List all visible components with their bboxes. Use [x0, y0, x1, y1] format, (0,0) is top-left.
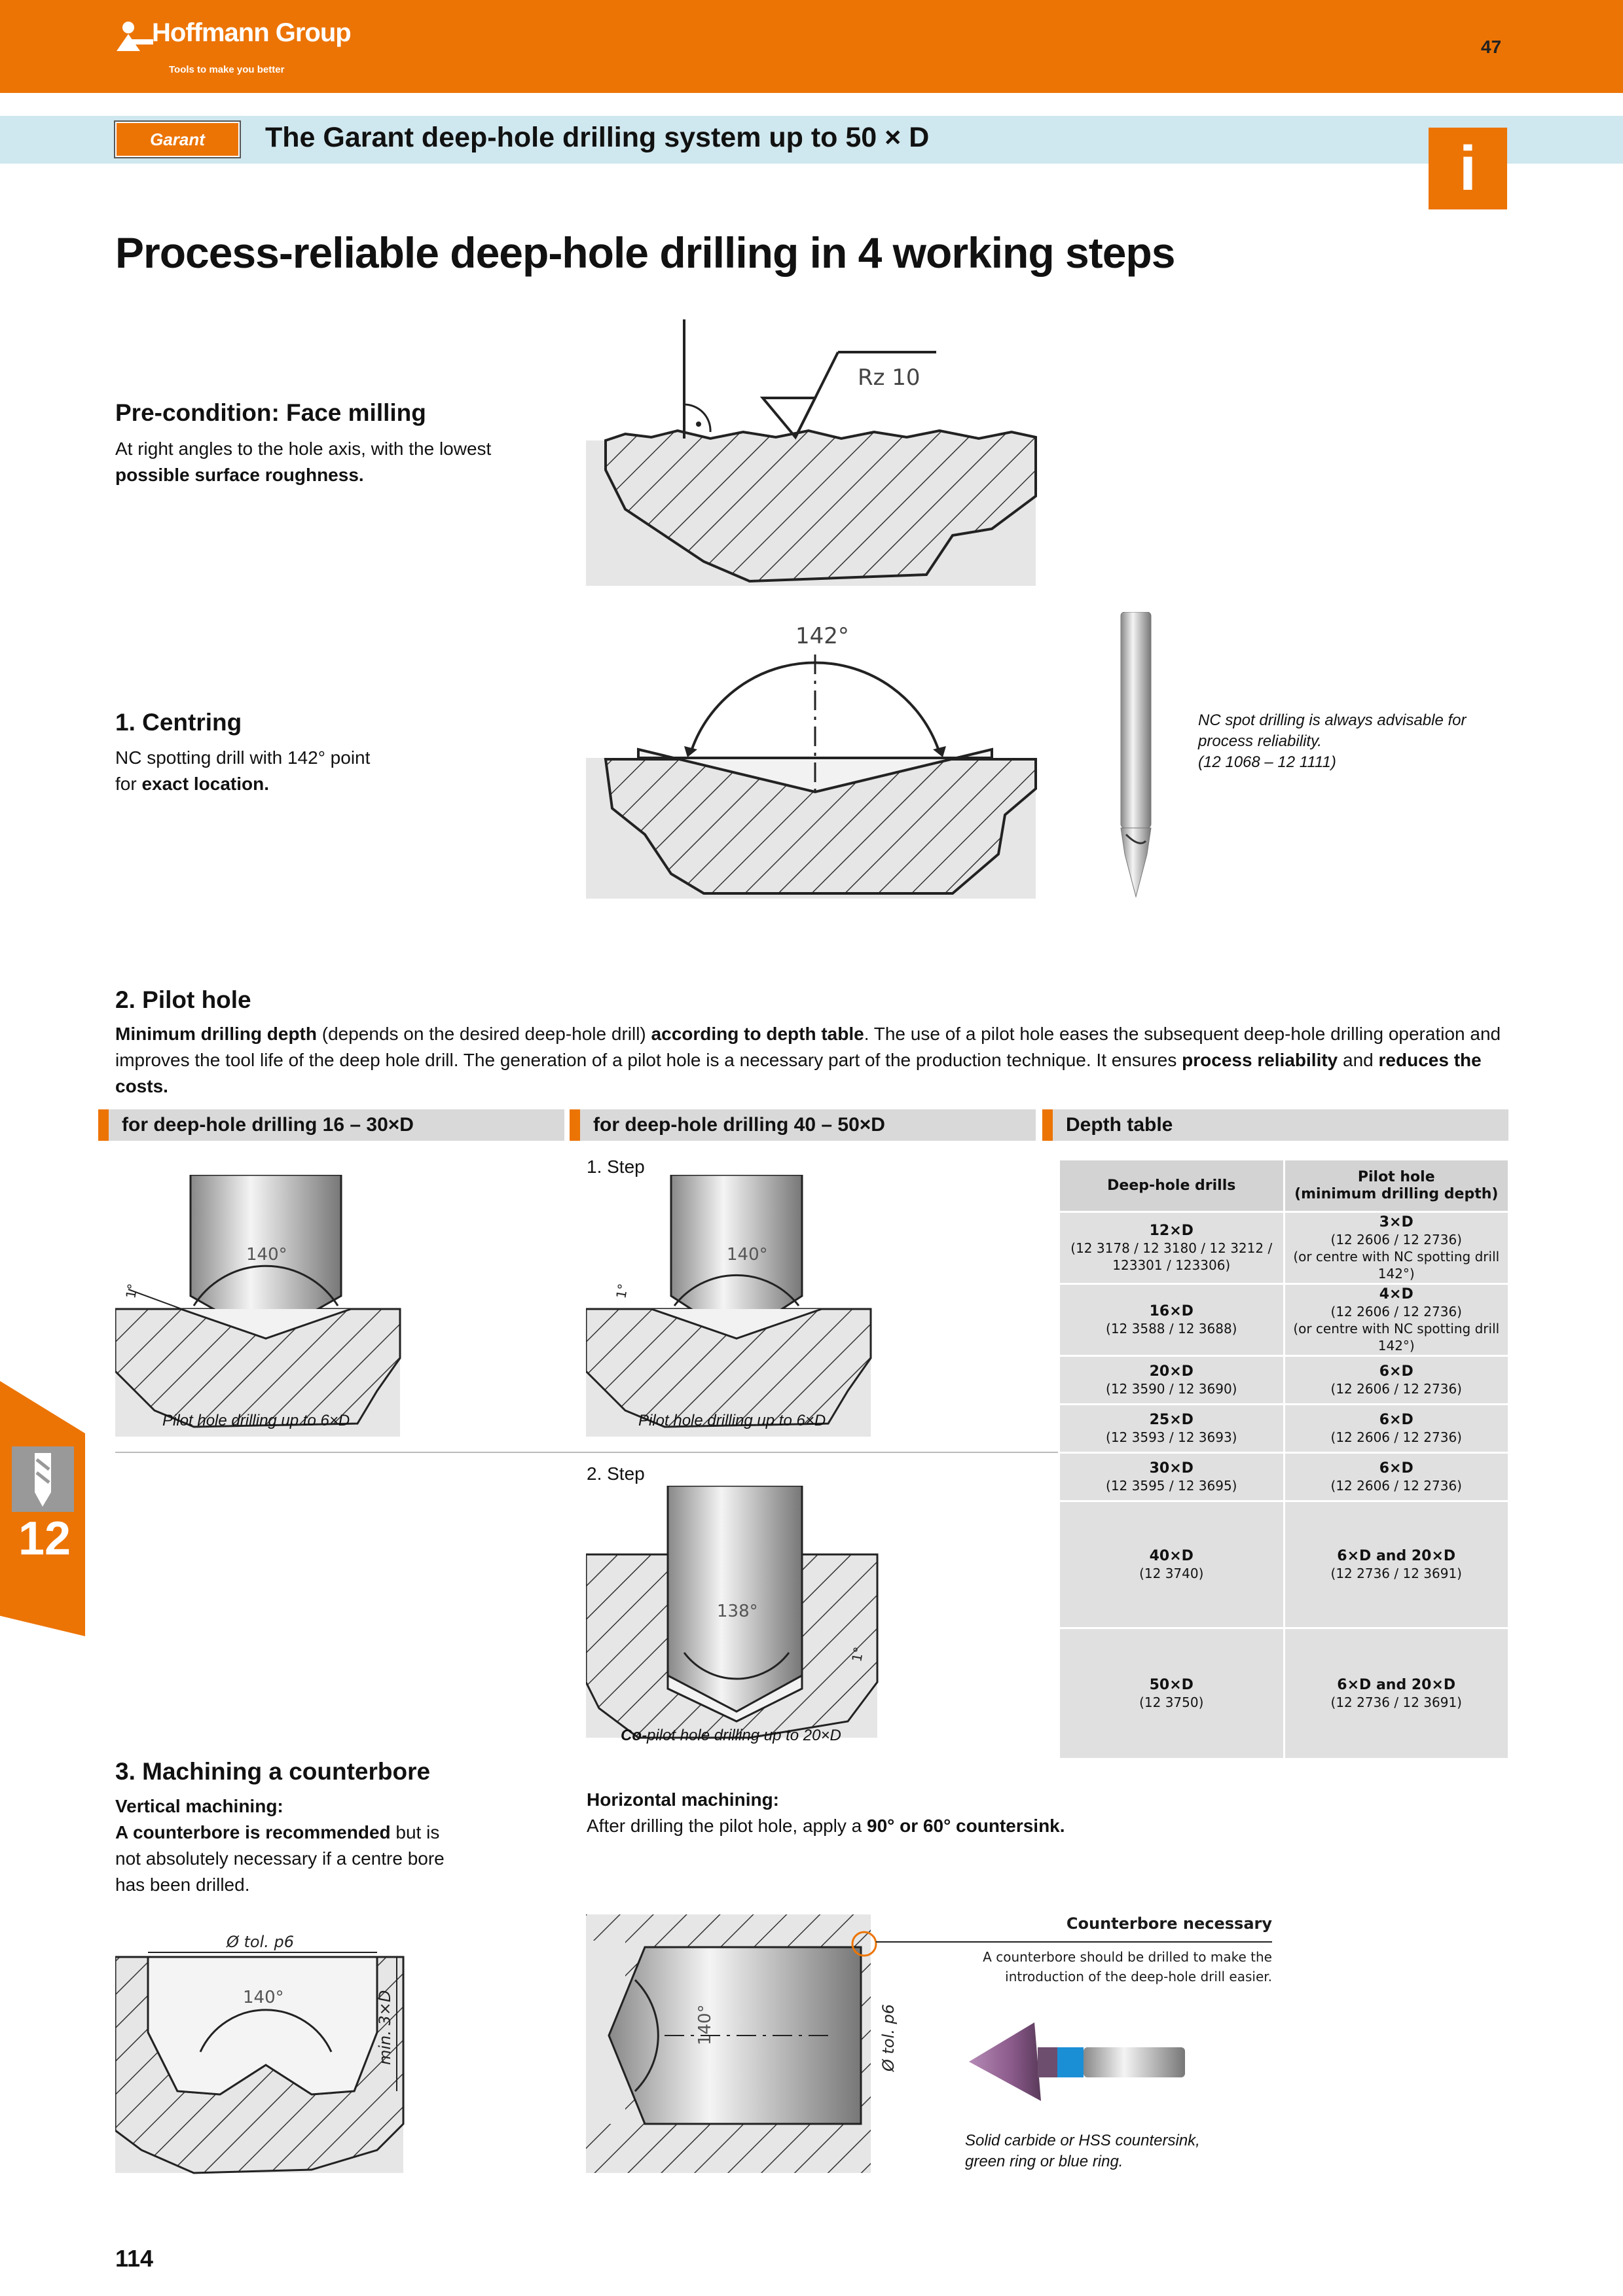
pilot-heading: 2. Pilot hole: [115, 986, 251, 1013]
vertical-angle-label: 140°: [243, 1988, 284, 2007]
page-number-top: 47: [1481, 37, 1502, 57]
centring-note: NC spot drilling is always advisable for process reliability. (12 1068 – 12 1111): [1198, 711, 1467, 771]
step2-1deg: 1°: [848, 1645, 867, 1663]
precondition-heading: Pre-condition: Face milling: [115, 399, 426, 426]
depth-table-row: 30×D (12 3595 / 12 3695) 6×D (12 2606 / 12 2736): [1059, 1453, 1509, 1501]
horizontal-machining-text: Horizontal machining: After drilling the pilot hole, apply a 90° or 60° countersink.: [587, 1789, 1065, 1836]
garant-badge: Garant: [115, 122, 240, 157]
page-number-bottom: 114: [115, 2245, 154, 2272]
precondition-text: At right angles to the hole axis, with the lowest possible surface roughness.: [115, 439, 492, 485]
pilot-left-caption: Pilot hole drilling up to 6×D: [162, 1412, 350, 1429]
depth-table: [1058, 1158, 1510, 1760]
horizontal-counterbore-diagram: [586, 1914, 900, 2176]
centring-text: NC spotting drill with 142° point for exact location.: [115, 747, 371, 794]
brand-name: Hoffmann Group: [152, 18, 351, 47]
callout-line: [876, 1941, 1272, 1943]
pilot-left-1deg: 1°: [122, 1282, 141, 1300]
counterbore-heading: 3. Machining a counterbore: [115, 1758, 431, 1785]
pilot-text: Minimum drilling depth (depends on the desired deep-hole drill) according to depth table. The use of a pilot hole eases the subsequent deep-hole drilling operation and improves the tool life of the deep hole drill. The generation of a pilot hole is a necessary part of the production technique. It ensures process reliability and reduces the costs.: [115, 1024, 1501, 1096]
depth-table-row: 12×D (12 3178 / 12 3180 / 12 3212 / 123301 / 123306) 3×D (12 2606 / 12 2736) (or centre with NC spotting drill 142°): [1059, 1212, 1509, 1284]
centring-heading: 1. Centring: [115, 709, 242, 736]
drill-chapter-icon: [12, 1446, 74, 1512]
bar-deep-40-50: for deep-hole drilling 40 – 50×D: [570, 1109, 1036, 1141]
centring-diagram: [586, 619, 1044, 900]
horizontal-tol-label: Ø tol. p6: [879, 2003, 898, 2072]
depth-table-row: 40×D (12 3740) 6×D and 20×D (12 2736 / 12 3691): [1059, 1501, 1509, 1628]
centring-angle-label: 142°: [795, 623, 849, 649]
vertical-machining-text: Vertical machining: A counterbore is recommended but is not absolutely necessary if a centre bore has been drilled.: [115, 1796, 445, 1895]
step1-caption: Pilot hole drilling up to 6×D: [638, 1412, 826, 1429]
step2-caption: Co-pilot hole drilling up to 20×D: [621, 1727, 841, 1744]
step1-label: 1. Step: [587, 1157, 645, 1177]
vertical-min-label: min. 3×D: [376, 1990, 394, 2065]
subheader-title: The Garant deep-hole drilling system up to 50 × D: [265, 122, 930, 153]
countersink-tool-image: [962, 2022, 1192, 2101]
vertical-counterbore-diagram: [115, 1928, 456, 2176]
region-code: GBP: [1573, 37, 1583, 58]
bar-deep-16-30: for deep-hole drilling 16 – 30×D: [98, 1109, 564, 1141]
vertical-tol-label: Ø tol. p6: [227, 1933, 295, 1951]
counterbore-necessary-title: Counterbore necessary: [1066, 1914, 1272, 1933]
pilot-hole-diagram-left: [115, 1175, 403, 1437]
pilot-left-angle: 140°: [246, 1245, 287, 1265]
step1-angle: 140°: [727, 1245, 768, 1265]
pilot-hole-diagram-step2: [586, 1486, 894, 1741]
depth-table-head-drills: Deep-hole drills: [1059, 1160, 1285, 1212]
divider: [115, 1452, 1058, 1453]
step2-label: 2. Step: [587, 1463, 645, 1484]
step2-angle: 138°: [717, 1602, 758, 1621]
counterbore-necessary-text: A counterbore should be drilled to make the introduction of the deep-hole drill easier.: [983, 1949, 1272, 1984]
depth-table-row: 16×D (12 3588 / 12 3688) 4×D (12 2606 / 12 2736) (or centre with NC spotting drill 142°): [1059, 1284, 1509, 1356]
bar-depth-table: Depth table: [1042, 1109, 1508, 1141]
depth-table-row: 25×D (12 3593 / 12 3693) 6×D (12 2606 / 12 2736): [1059, 1405, 1509, 1453]
face-milling-diagram: [586, 319, 1044, 588]
chapter-number: 12: [18, 1513, 71, 1565]
step1-1deg: 1°: [613, 1282, 631, 1300]
nc-spotting-drill-image: [1113, 612, 1159, 900]
horizontal-angle-label: 140°: [695, 2004, 715, 2045]
depth-table-row: 20×D (12 3590 / 12 3690) 6×D (12 2606 / 12 2736): [1059, 1356, 1509, 1405]
roughness-label: Rz 10: [858, 365, 921, 391]
hoffmann-logo-icon: [115, 20, 155, 52]
brand-tagline: Tools to make you better: [169, 64, 285, 75]
countersink-caption: Solid carbide or HSS countersink, green ring or blue ring.: [965, 2132, 1200, 2170]
depth-table-row: 50×D (12 3750) 6×D and 20×D (12 2736 / 12 3691): [1059, 1628, 1509, 1759]
pilot-hole-diagram-step1: [586, 1175, 874, 1437]
info-icon: i: [1429, 128, 1507, 209]
depth-table-head-pilot: Pilot hole (minimum drilling depth): [1284, 1160, 1509, 1212]
page-title: Process-reliable deep-hole drilling in 4 working steps: [115, 228, 1175, 277]
